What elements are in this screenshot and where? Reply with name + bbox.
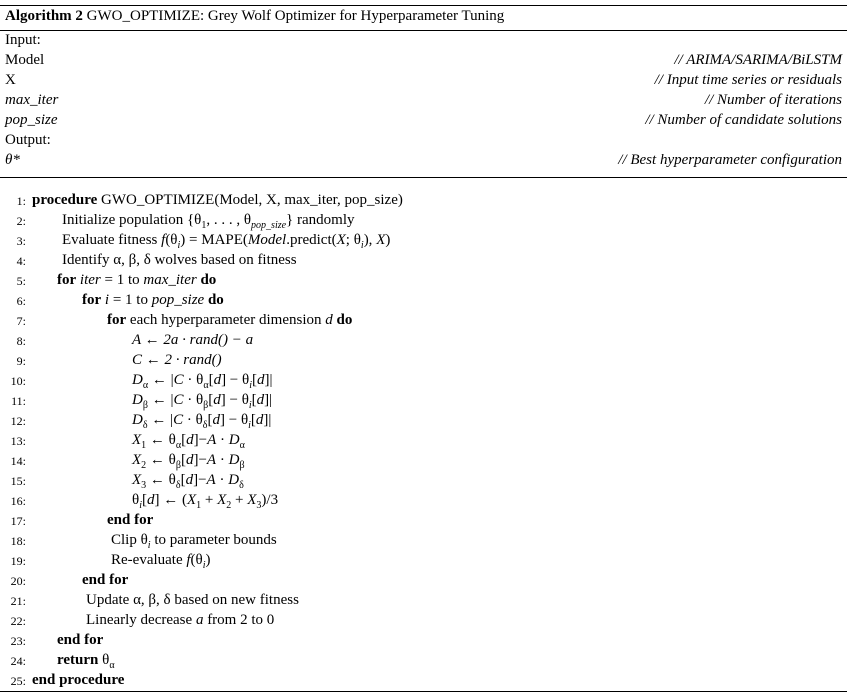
input-pop-size: pop_size // Number of candidate solutions <box>5 112 842 128</box>
algorithm-caption: : Grey Wolf Optimizer for Hyperparameter Tuning <box>200 8 505 24</box>
io-rule <box>0 177 847 178</box>
algorithm-name: GWO_OPTIMIZE <box>86 8 200 24</box>
input-model: Model // ARIMA/SARIMA/BiLSTM <box>5 52 842 68</box>
top-rule-thick <box>0 5 847 6</box>
input-header: Input: <box>5 32 41 48</box>
algorithm-label: Algorithm 2 <box>5 8 83 24</box>
bottom-rule <box>0 691 847 692</box>
input-x: X // Input time series or residuals <box>5 72 842 88</box>
output-theta: θ* // Best hyperparameter configuration <box>5 152 842 168</box>
input-max-iter: max_iter // Number of iterations <box>5 92 842 108</box>
algorithm-title <box>5 8 504 25</box>
output-header: Output: <box>5 132 51 148</box>
